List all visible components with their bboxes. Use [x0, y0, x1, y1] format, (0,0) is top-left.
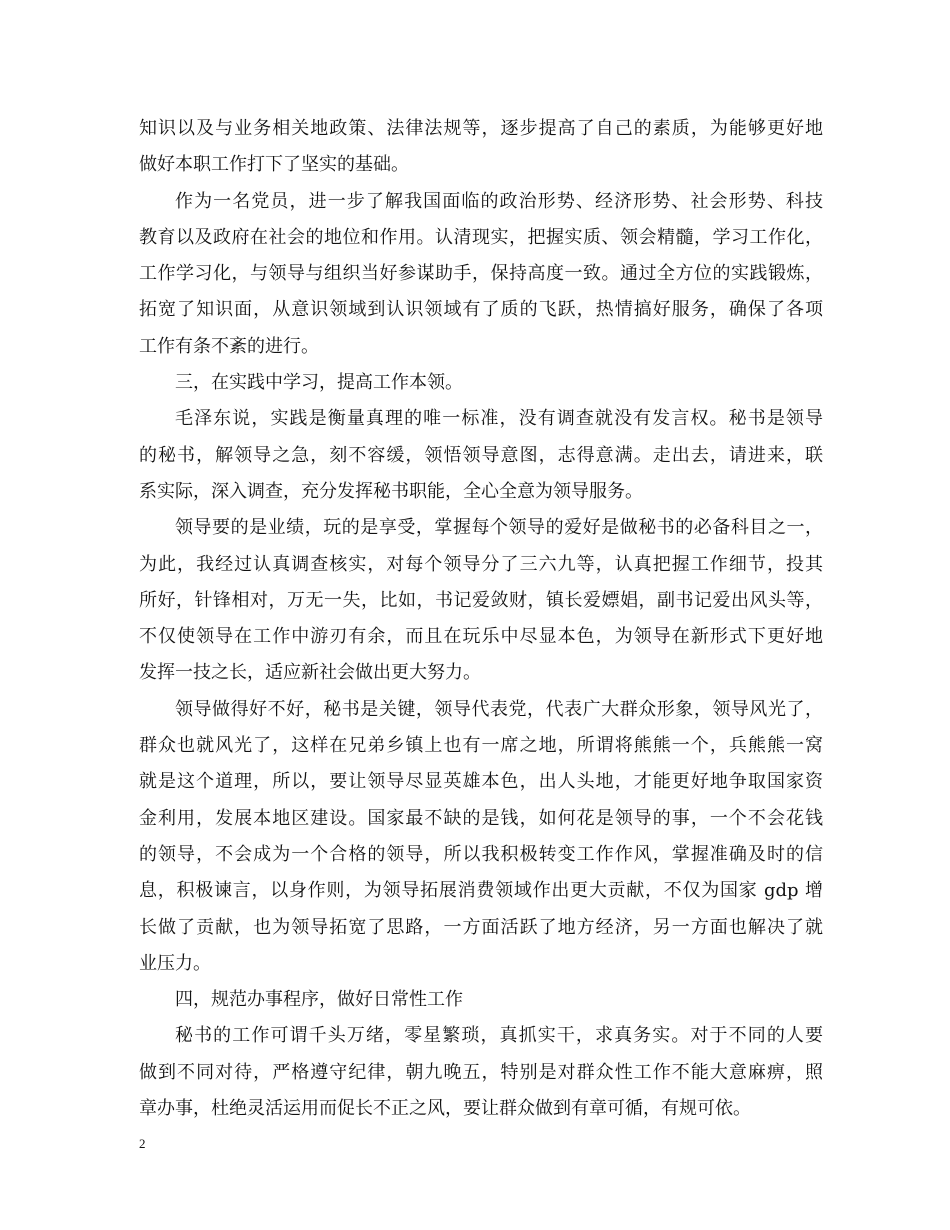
text-line: 四，规范办事程序，做好日常性工作: [175, 989, 463, 1011]
text-line: 就是这个道理，所以，要让领导尽显英雄本色，出人头地，才能更好地争取国家资: [139, 771, 823, 793]
text-line: 知识以及与业务相关地政策、法律法规等，逐步提高了自己的素质，为能够更好地: [139, 118, 823, 139]
text-line: 所好，针锋相对，万无一失，比如，书记爱敛财，镇长爱嫖娼，副书记爱出风头等，: [139, 589, 823, 611]
text-line: 作为一名党员，进一步了解我国面临的政治形势、经济形势、社会形势、科技: [175, 190, 823, 212]
text-line: 业压力。: [139, 952, 211, 974]
text-line: 金利用，发展本地区建设。国家最不缺的是钱，如何花是领导的事，一个不会花钱: [139, 807, 823, 829]
page-number: 2: [139, 1136, 146, 1151]
text-line: 发挥一技之长，适应新社会做出更大努力。: [139, 662, 481, 684]
text-line: 为此，我经过认真调查核实，对每个领导分了三六九等，认真把握工作细节，投其: [139, 553, 823, 575]
text-line: 领导做得好不好，秘书是关键，领导代表党，代表广大群众形象，领导风光了，: [175, 698, 823, 720]
text-line: 群众也就风光了，这样在兄弟乡镇上也有一席之地，所谓将熊熊一个，兵熊熊一窝: [139, 735, 823, 757]
text-line: 做到不同对待，严格遵守纪律，朝九晚五，特别是对群众性工作不能大意麻痹，照: [139, 1061, 823, 1083]
text-line: 工作有条不紊的进行。: [139, 335, 319, 357]
text-line: 系实际，深入调查，充分发挥秘书职能，全心全意为领导服务。: [139, 480, 643, 502]
text-line: 三，在实践中学习，提高工作本领。: [175, 372, 463, 394]
text-line: 领导要的是业绩，玩的是享受，掌握每个领导的爱好是做秘书的必备科目之一，: [175, 517, 823, 539]
text-line: 做好本职工作打下了坚实的基础。: [139, 154, 409, 176]
text-line: 长做了贡献，也为领导拓宽了思路，一方面活跃了地方经济，另一方面也解决了就: [139, 916, 823, 938]
text-line: 不仅使领导在工作中游刃有余，而且在玩乐中尽显本色，为领导在新形式下更好地: [139, 626, 823, 648]
text-line: 工作学习化，与领导与组织当好参谋助手，保持高度一致。通过全方位的实践锻炼，: [139, 263, 823, 285]
document-body: [139, 111, 823, 1127]
text-line: 章办事，杜绝灵活运用而促长不正之风，要让群众做到有章可循，有规可依。: [139, 1098, 751, 1120]
text-line: 息，积极谏言，以身作则，为领导拓展消费领域作出更大贡献，不仅为国家 gdp 增: [139, 880, 823, 902]
text-line: 秘书的工作可谓千头万绪，零星繁琐，真抓实干，求真务实。对于不同的人要: [175, 1025, 823, 1047]
text-line: 教育以及政府在社会的地位和作用。认清现实，把握实质、领会精髓，学习工作化，: [139, 226, 823, 248]
text-line: 毛泽东说，实践是衡量真理的唯一标准，没有调查就没有发言权。秘书是领导: [175, 408, 823, 430]
text-line: 拓宽了知识面，从意识领域到认识领域有了质的飞跃，热情搞好服务，确保了各项: [139, 299, 823, 321]
text-line: 的领导，不会成为一个合格的领导，所以我积极转变工作作风，掌握准确及时的信: [139, 843, 823, 865]
text-line: 的秘书，解领导之急，刻不容缓，领悟领导意图，志得意满。走出去，请进来，联: [139, 444, 823, 466]
